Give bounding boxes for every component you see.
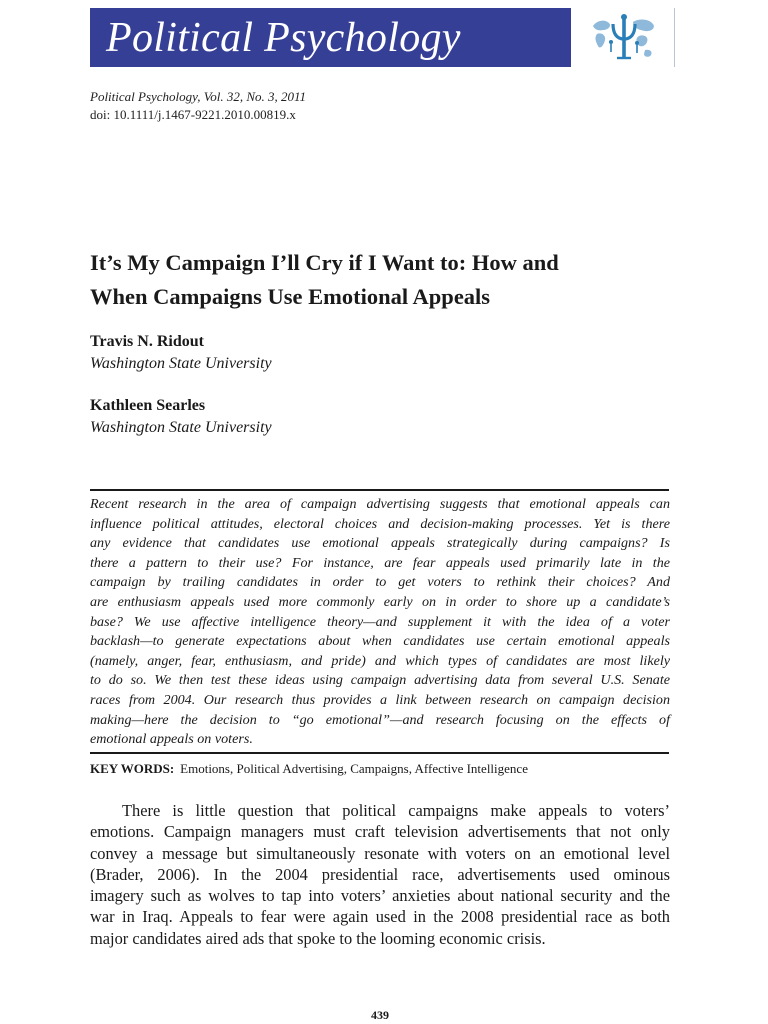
body-line: imagery such as wolves to tap into voters’ anxieties about national security and the xyxy=(90,886,670,906)
citation-block xyxy=(90,88,306,124)
abstract-line: making—here the decision to “go emotional”—and research focusing on the effects of xyxy=(90,711,670,728)
page-number: 439 xyxy=(371,1008,389,1022)
doi-line: doi: 10.1111/j.1467-9221.2010.00819.x xyxy=(90,107,296,122)
abstract-bottom-rule xyxy=(90,752,669,754)
abstract-line: any evidence that candidates use emotional appeals strategically during campaigns? Is xyxy=(90,535,670,552)
body-line: (Brader, 2006). In the 2004 presidential race, advertisements used ominous xyxy=(90,864,670,884)
body-line: emotions. Campaign managers must craft television advertisements that not only xyxy=(90,822,670,842)
abstract-line: are enthusiasm appeals used more commonly early on in order to shore up a candidate’s xyxy=(90,593,670,610)
abstract-line: there a pattern to their use? For instance, are fear appeals used primarily late in the xyxy=(90,554,670,571)
abstract xyxy=(90,495,670,750)
abstract-line: emotional appeals on voters. xyxy=(90,731,253,748)
body-line: There is little question that political campaigns make appeals to voters’ xyxy=(122,801,670,820)
author-affiliation: Washington State University xyxy=(90,419,272,436)
keywords-value: Emotions, Political Advertising, Campaigns, Affective Intelligence xyxy=(180,761,528,776)
abstract-line: influence political attitudes, electoral choices and decision-making processes. Yet is there xyxy=(90,515,670,532)
abstract-line: to do so. We then test these ideas using campaign advertising data from several U.S. Senate xyxy=(90,672,670,689)
journal-volume-line: Political Psychology, Vol. 32, No. 3, 2011 xyxy=(90,89,307,104)
author-affiliation: Washington State University xyxy=(90,355,272,372)
body-line: war in Iraq. Appeals to fear were again used in the 2008 presidential race as both xyxy=(90,907,670,927)
article-title xyxy=(90,246,680,314)
author-name: Travis N. Ridout xyxy=(90,333,204,350)
keywords-label: KEY WORDS: xyxy=(90,761,175,776)
author-name: Kathleen Searles xyxy=(90,397,206,414)
journal-banner-title: Political Psychology xyxy=(106,15,461,61)
abstract-line: backlash—to generate expectations about when candidates use certain emotional appeals xyxy=(90,633,670,650)
globe-logo-icon xyxy=(589,12,659,64)
body-paragraph xyxy=(90,800,670,949)
abstract-line: (namely, anger, fear, enthusiasm, and pride) and which types of candidates are most likely xyxy=(90,652,670,669)
article-title-line: When Campaigns Use Emotional Appeals xyxy=(90,284,491,309)
abstract-line: races from 2004. Our research thus provides a link between research on campaign decision xyxy=(90,691,670,708)
keywords xyxy=(90,760,528,778)
abstract-line: campaign by trailing candidates in order to get voters to rethink their choices? And xyxy=(90,574,670,591)
journal-banner xyxy=(90,8,571,67)
article-title-line: It’s My Campaign I’ll Cry if I Want to: How and xyxy=(90,250,559,275)
journal-logo xyxy=(571,8,675,67)
body-line: major candidates aired ads that spoke to the looming economic crisis. xyxy=(90,928,546,948)
abstract-top-rule xyxy=(90,489,669,491)
abstract-line: Recent research in the area of campaign advertising suggests that emotional appeals can xyxy=(90,496,670,512)
author-block xyxy=(90,331,272,375)
abstract-line: base? We use affective intelligence theory—and supplement it with the idea of a voter xyxy=(90,613,670,630)
author-block xyxy=(90,395,272,439)
body-line: convey a message but simultaneously resonate with voters on an emotional level xyxy=(90,843,670,863)
